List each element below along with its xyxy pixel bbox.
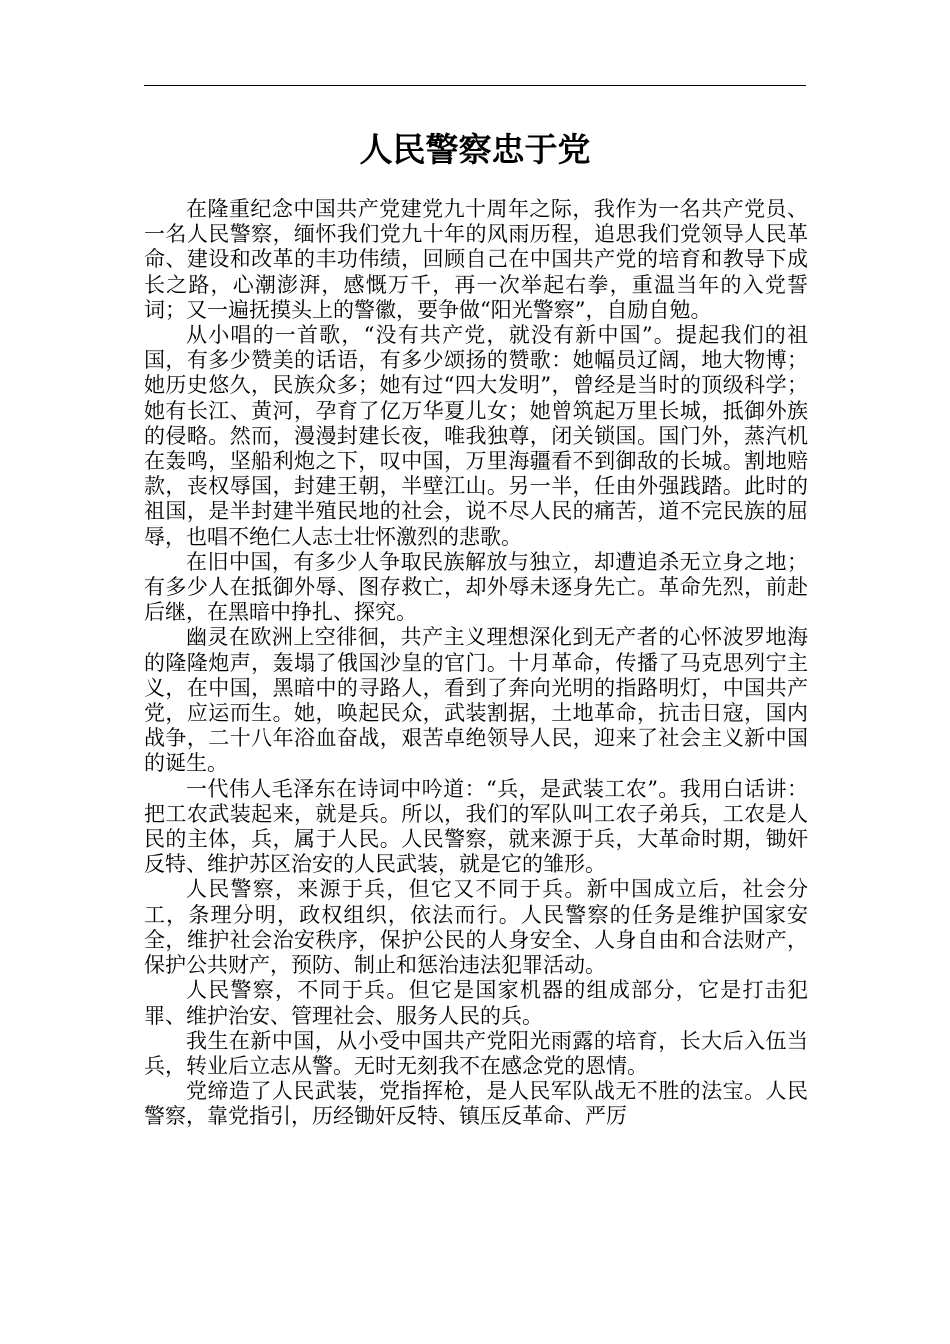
paragraph: 我生在新中国，从小受中国共产党阳光雨露的培育，长大后入伍当兵，转业后立志从警。无时无刻我不在感念党的恩情。 <box>144 1028 808 1078</box>
document-title: 人民警察忠于党 <box>359 130 591 169</box>
paragraph: 在隆重纪念中国共产党建党九十周年之际，我作为一名共产党员、一名人民警察，缅怀我们党九十年的风雨历程，追思我们党领导人民革命、建设和改革的丰功伟绩，回顾自己在中国共产党的培育和教导下成长之路，心潮澎湃，感慨万千，再一次举起右拳，重温当年的入党誓词；又一遍抚摸头上的警徽，要争做“阳光警察”，自励自勉。 <box>144 197 808 322</box>
paragraph: 人民警察，来源于兵，但它又不同于兵。新中国成立后，社会分工，条理分明，政权组织，依法而行。人民警察的任务是维护国家安全，维护社会治安秩序，保护公民的人身安全、人身自由和合法财产，保护公共财产，预防、制止和惩治违法犯罪活动。 <box>144 877 808 978</box>
paragraph: 党缔造了人民武装，党指挥枪，是人民军队战无不胜的法宝。人民警察，靠党指引，历经锄奸反特、镇压反革命、严厉 <box>144 1079 808 1129</box>
document-body <box>144 197 808 1130</box>
paragraph: 一代伟人毛泽东在诗词中吟道：“兵，是武装工农”。我用白话讲：把工农武装起来，就是兵。所以，我们的军队叫工农子弟兵，工农是人民的主体，兵，属于人民。人民警察，就来源于兵，大革命时期，锄奸反特、维护苏区治安的人民武装，就是它的雏形。 <box>144 776 808 877</box>
paragraph: 在旧中国，有多少人争取民族解放与独立，却遭追杀无立身之地；有多少人在抵御外辱、图存救亡，却外辱未逐身先亡。革命先烈，前赴后继，在黑暗中挣扎、探究。 <box>144 549 808 625</box>
paragraph: 从小唱的一首歌，“没有共产党，就没有新中国”。提起我们的祖国，有多少赞美的话语，有多少颂扬的赞歌：她幅员辽阔，地大物博；她历史悠久，民族众多；她有过“四大发明”，曾经是当时的顶级科学；她有长江、黄河，孕育了亿万华夏儿女；她曾筑起万里长城，抵御外族的侵略。然而，漫漫封建长夜，唯我独尊，闭关锁国。国门外，蒸汽机在轰鸣，坚船利炮之下，叹中国，万里海疆看不到御敌的长城。割地赔款，丧权辱国，封建王朝，半壁江山。另一半，任由外强践踏。此时的祖国，是半封建半殖民地的社会，说不尽人民的痛苦，道不完民族的屈辱，也唱不绝仁人志士壮怀激烈的悲歌。 <box>144 323 808 549</box>
paragraph: 人民警察，不同于兵。但它是国家机器的组成部分，它是打击犯罪、维护治安、管理社会、服务人民的兵。 <box>144 978 808 1028</box>
paragraph: 幽灵在欧洲上空徘徊，共产主义理想深化到无产者的心怀波罗地海的隆隆炮声，轰塌了俄国沙皇的官门。十月革命，传播了马克思列宁主义，在中国，黑暗中的寻路人，看到了奔向光明的指路明灯，中国共产党，应运而生。她，唤起民众，武装割据，土地革命，抗击日寇，国内战争，二十八年浴血奋战，艰苦卓绝领导人民，迎来了社会主义新中国的诞生。 <box>144 625 808 776</box>
header-rule <box>144 85 806 86</box>
